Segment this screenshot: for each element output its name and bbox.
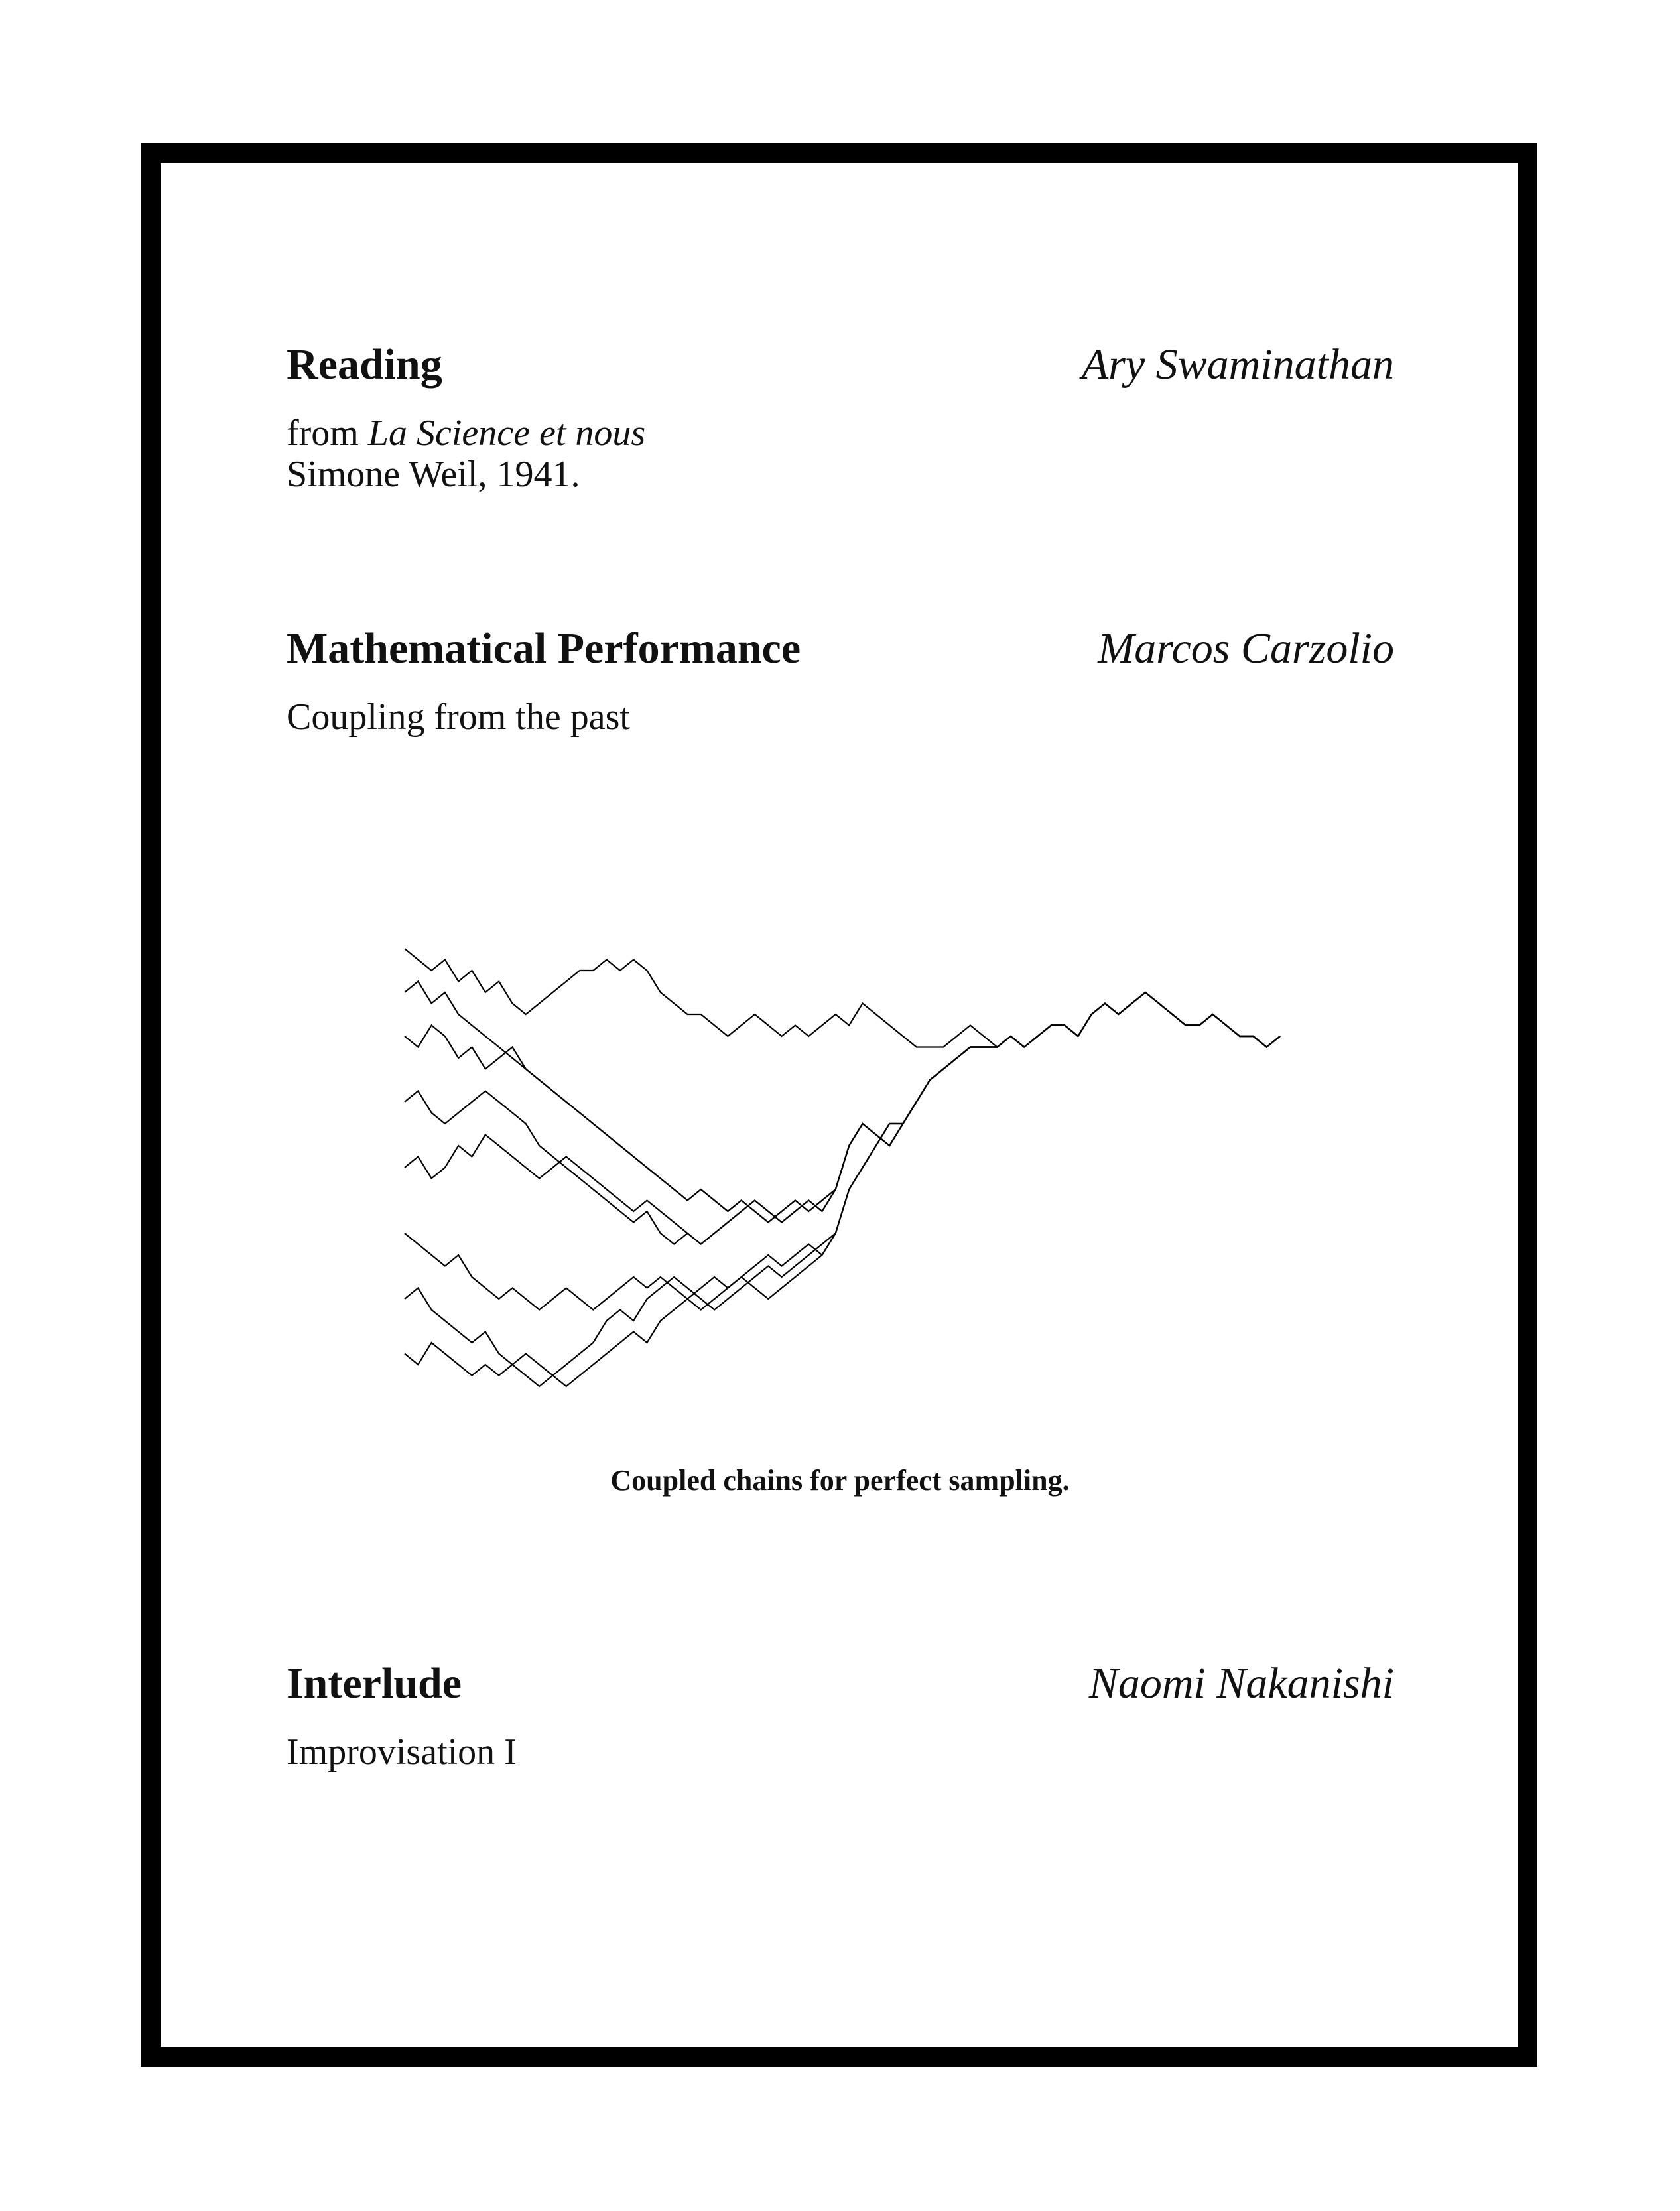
chain-line-7 <box>405 992 1280 1386</box>
program-item-performer: Ary Swaminathan <box>1081 340 1394 389</box>
chain-line-1 <box>405 949 1280 1047</box>
program-item-title: Interlude <box>287 1659 462 1708</box>
chain-line-4 <box>405 992 1280 1244</box>
chain-line-2 <box>405 982 1280 1223</box>
reading-work-title: La Science et nous <box>367 413 646 454</box>
program-item-performer: Marcos Carzolio <box>1098 624 1394 673</box>
program-item-reading <box>287 340 1394 495</box>
program-item-detail <box>287 413 1394 495</box>
program-item-performer: Naomi Nakanishi <box>1088 1659 1394 1708</box>
reading-source-line <box>287 413 1394 454</box>
program-item-mathematical-performance <box>287 624 1394 738</box>
reading-author-line: Simone Weil, 1941. <box>287 454 580 495</box>
program-item-title: Reading <box>287 340 442 389</box>
chain-line-5 <box>405 992 1280 1244</box>
chain-line-8 <box>405 992 1280 1386</box>
chain-line-6 <box>405 992 1280 1310</box>
program-item-header <box>287 624 1394 683</box>
program-item-header <box>287 1658 1394 1718</box>
program-item-detail: Improvisation I <box>287 1731 517 1773</box>
reading-source-prefix: from <box>287 413 368 454</box>
coupled-chains-figure <box>398 942 1287 1393</box>
program-item-detail: Coupling from the past <box>287 697 630 738</box>
program-item-interlude <box>287 1658 1394 1773</box>
program-item-title: Mathematical Performance <box>287 624 801 673</box>
program-item-header <box>287 340 1394 399</box>
chain-line-3 <box>405 992 1280 1223</box>
figure-caption: Coupled chains for perfect sampling. <box>610 1464 1070 1497</box>
coupled-chains-plot <box>398 942 1287 1393</box>
